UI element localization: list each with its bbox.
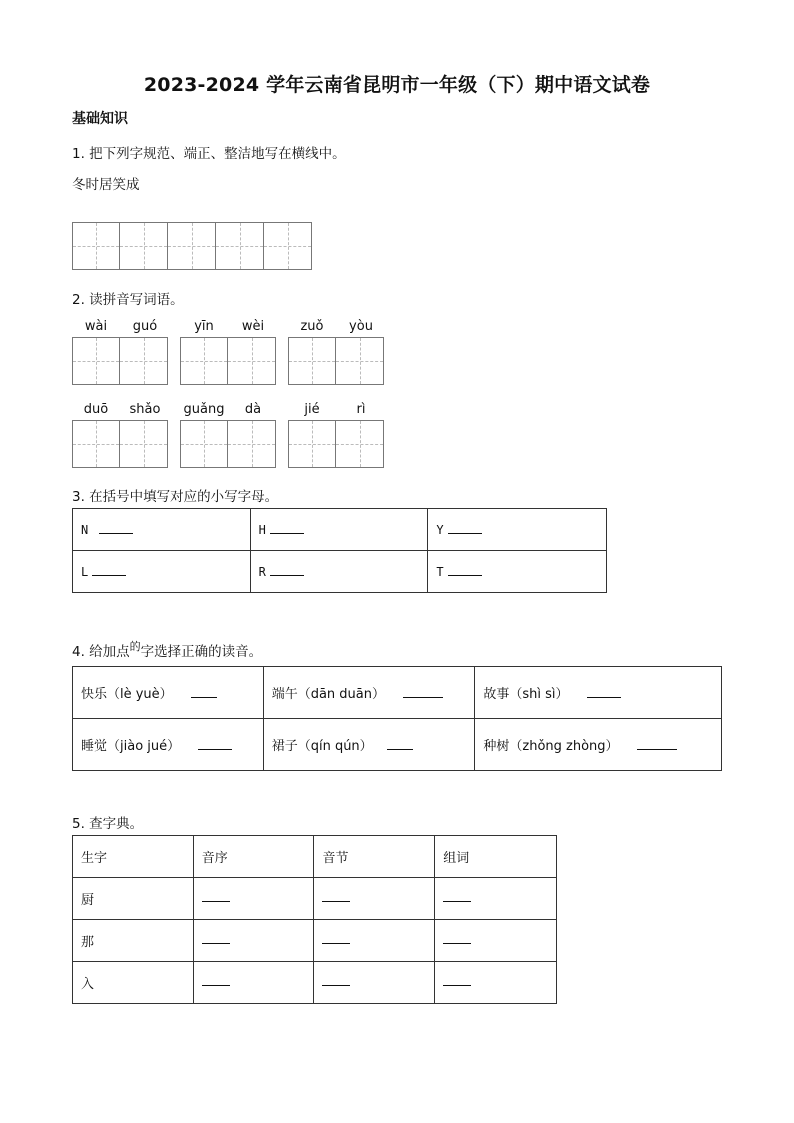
section-heading: 基础知识 <box>72 111 128 127</box>
pronunciation-text: 种树（zhǒng zhòng） <box>483 739 619 754</box>
table-row <box>73 920 557 962</box>
writing-cell[interactable] <box>72 222 120 270</box>
writing-cell[interactable] <box>228 337 276 385</box>
answer-blank[interactable] <box>448 574 482 576</box>
letter-table <box>72 508 607 593</box>
answer-grid[interactable] <box>288 337 384 385</box>
answer-blank[interactable] <box>202 900 230 902</box>
answer-blank[interactable] <box>637 748 677 750</box>
writing-cell[interactable] <box>168 222 216 270</box>
pronunciation-text: 端午（dān duān） <box>271 687 385 702</box>
pronunciation-cell[interactable] <box>475 667 722 719</box>
answer-cell[interactable] <box>193 878 314 920</box>
writing-cell[interactable] <box>180 420 228 468</box>
table-row <box>73 551 607 593</box>
answer-blank[interactable] <box>270 532 304 534</box>
writing-grid-q1[interactable] <box>72 222 312 270</box>
letter-cell[interactable] <box>73 551 251 593</box>
answer-blank[interactable] <box>198 748 232 750</box>
char-cell: 那 <box>73 920 194 962</box>
letter-text: Y <box>436 522 444 537</box>
pinyin-label: yīn <box>194 319 214 334</box>
pinyin-label: guǎng <box>183 402 225 417</box>
letter-cell[interactable] <box>250 551 428 593</box>
pinyin-label: yòu <box>349 319 373 334</box>
pronunciation-cell[interactable] <box>475 719 722 771</box>
question-3-label: 3. 在括号中填写对应的小写字母。 <box>72 489 279 505</box>
page-title: 2023-2024 学年云南省昆明市一年级（下）期中语文试卷 <box>143 74 651 96</box>
pinyin-label: dà <box>244 402 262 417</box>
answer-cell[interactable] <box>314 962 435 1004</box>
letter-text: R <box>258 564 266 579</box>
pronunciation-text: 快乐（lè yuè） <box>81 687 173 702</box>
pinyin-label: shǎo <box>129 402 161 417</box>
writing-cell[interactable] <box>120 420 168 468</box>
pinyin-label: wài <box>84 319 108 334</box>
letter-text: L <box>81 564 89 579</box>
answer-grid[interactable] <box>180 337 276 385</box>
letter-text: N <box>81 522 89 537</box>
table-row <box>73 667 722 719</box>
table-row <box>73 509 607 551</box>
writing-cell[interactable] <box>336 420 384 468</box>
table-row <box>73 719 722 771</box>
writing-cell[interactable] <box>228 420 276 468</box>
header-cell: 音节 <box>314 836 435 878</box>
writing-cell[interactable] <box>180 337 228 385</box>
writing-cell[interactable] <box>216 222 264 270</box>
answer-blank[interactable] <box>403 696 443 698</box>
answer-cell[interactable] <box>435 878 557 920</box>
writing-cell[interactable] <box>288 337 336 385</box>
answer-cell[interactable] <box>193 962 314 1004</box>
question-1-label: 1. 把下列字规范、端正、整洁地写在横线中。 <box>72 146 346 162</box>
pronunciation-cell[interactable] <box>73 719 264 771</box>
dictionary-table <box>72 835 557 1004</box>
pinyin-label: rì <box>356 402 366 417</box>
question-2-label: 2. 读拼音写词语。 <box>72 292 184 308</box>
answer-cell[interactable] <box>435 920 557 962</box>
answer-blank[interactable] <box>443 900 471 902</box>
answer-blank[interactable] <box>322 900 350 902</box>
answer-blank[interactable] <box>322 942 350 944</box>
table-row <box>73 878 557 920</box>
header-cell: 音序 <box>193 836 314 878</box>
answer-blank[interactable] <box>99 532 133 534</box>
writing-cell[interactable] <box>120 222 168 270</box>
pinyin-label: duō <box>83 402 109 417</box>
answer-cell[interactable] <box>314 920 435 962</box>
question-4-label <box>72 640 262 660</box>
writing-cell[interactable] <box>120 337 168 385</box>
writing-cell[interactable] <box>72 420 120 468</box>
writing-cell[interactable] <box>264 222 312 270</box>
answer-blank[interactable] <box>387 748 413 750</box>
answer-grid[interactable] <box>180 420 276 468</box>
answer-blank[interactable] <box>322 984 350 986</box>
pronunciation-cell[interactable] <box>263 667 475 719</box>
letter-cell[interactable] <box>250 509 428 551</box>
answer-cell[interactable] <box>193 920 314 962</box>
header-cell: 组词 <box>435 836 557 878</box>
writing-cell[interactable] <box>72 337 120 385</box>
header-cell: 生字 <box>73 836 194 878</box>
question-5-label: 5. 查字典。 <box>72 816 144 832</box>
answer-blank[interactable] <box>202 942 230 944</box>
question-4-suffix: 字选择正确的读音。 <box>140 644 263 660</box>
pinyin-label: guó <box>132 319 158 334</box>
question-1-chars: 冬时居笑成 <box>72 177 140 193</box>
answer-blank[interactable] <box>191 696 217 698</box>
answer-blank[interactable] <box>443 984 471 986</box>
table-row <box>73 962 557 1004</box>
table-header-row <box>73 836 557 878</box>
answer-blank[interactable] <box>202 984 230 986</box>
answer-blank[interactable] <box>270 574 304 576</box>
answer-grid[interactable] <box>288 420 384 468</box>
pronunciation-table <box>72 666 722 771</box>
answer-grid[interactable] <box>72 420 168 468</box>
writing-cell[interactable] <box>288 420 336 468</box>
answer-blank[interactable] <box>443 942 471 944</box>
letter-text: T <box>436 564 444 579</box>
answer-grid[interactable] <box>72 337 168 385</box>
writing-cell[interactable] <box>336 337 384 385</box>
answer-cell[interactable] <box>435 962 557 1004</box>
answer-blank[interactable] <box>587 696 621 698</box>
pronunciation-cell[interactable] <box>73 667 264 719</box>
pronunciation-text: 睡觉（jiào jué） <box>81 739 181 754</box>
letter-cell[interactable] <box>428 509 607 551</box>
pinyin-label: zuǒ <box>300 319 324 334</box>
answer-blank[interactable] <box>92 574 126 576</box>
dotted-char: 的 <box>129 640 141 653</box>
letter-text: H <box>258 522 266 537</box>
answer-cell[interactable] <box>314 878 435 920</box>
pronunciation-text: 故事（shì sì） <box>483 687 569 702</box>
pinyin-label: wèi <box>241 319 265 334</box>
char-cell: 入 <box>73 962 194 1004</box>
letter-cell[interactable] <box>428 551 607 593</box>
pinyin-label: jié <box>304 402 320 417</box>
char-cell: 厨 <box>73 878 194 920</box>
answer-blank[interactable] <box>448 532 482 534</box>
question-4-prefix: 4. 给加点 <box>72 644 130 660</box>
pronunciation-cell[interactable] <box>263 719 475 771</box>
pronunciation-text: 裙子（qín qún） <box>271 739 373 754</box>
letter-cell[interactable] <box>73 509 251 551</box>
